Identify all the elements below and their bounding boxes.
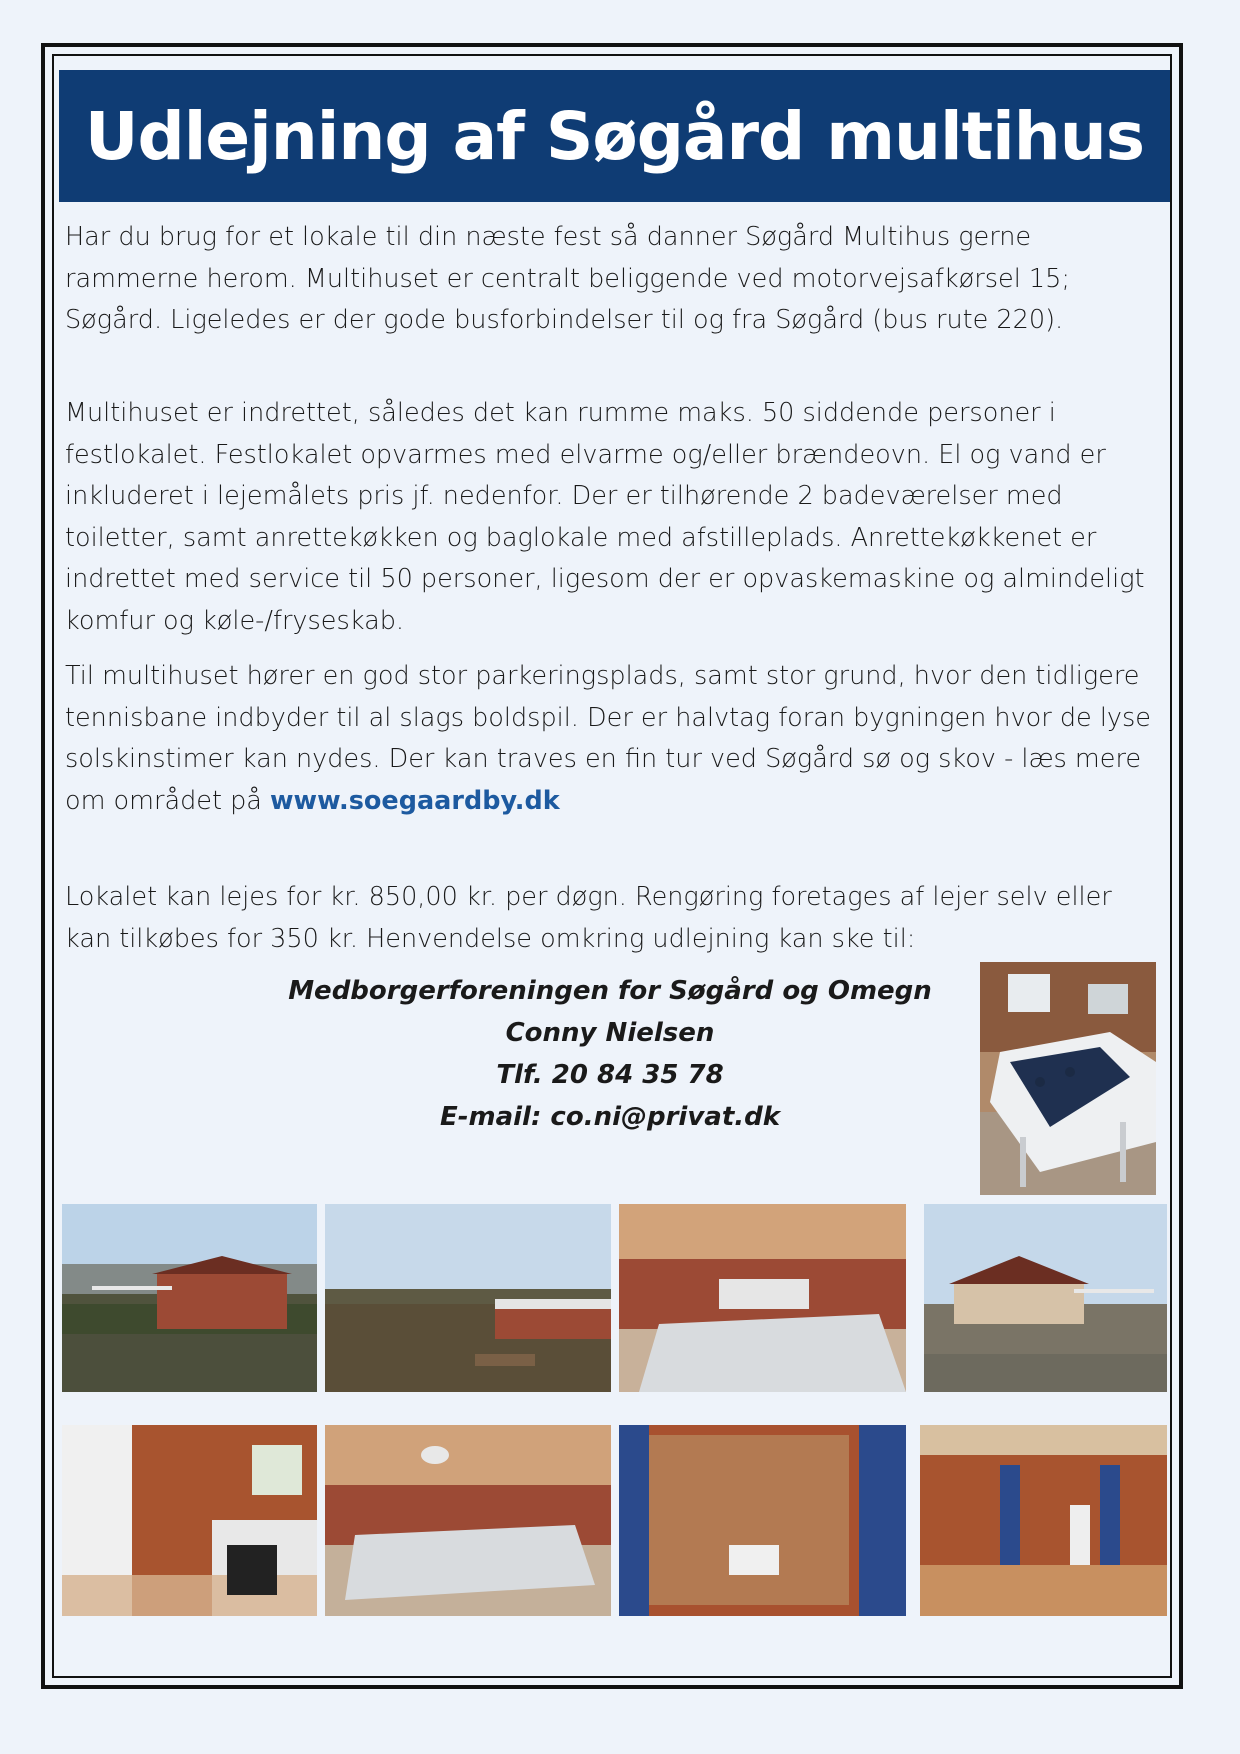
title-banner	[59, 70, 1170, 202]
website-link[interactable]: www.soegaardby.dk	[270, 785, 560, 816]
facilities-paragraph: Multihuset er indrettet, således det kan rumme maks. 50 siddende personer i festlokalet. Festlokalet opvarmes med elvarme og/eller brændeovn. El og vand er inkluderet i lejemålets pris jf. nedenfor. Der er tilhørende 2 badeværelser med toiletter, samt anrettekøkken og baglokale med afstilleplads. Anrettekøkkenet er indrettet med service til 50 personer, ligesom der er opvaskemaskine og almindeligt komfur og køle-/fryseskab.	[65, 398, 1145, 636]
photo-hall-chairs	[619, 1204, 906, 1392]
surroundings-paragraph	[65, 656, 1165, 822]
photo-party-tables	[980, 962, 1156, 1195]
intro-paragraph: Har du brug for et lokale til din næste fest så danner Søgård Multihus gerne rammerne herom. Multihuset er centralt beliggende ved motorvejsafkørsel 15; Søgård. Ligeledes er der gode busforbindelser til og fra Søgård (bus rute 220).	[65, 222, 1070, 335]
surroundings-text: Til multihuset hører en god stor parkeringsplads, samt stor grund, hvor den tidligere tennisbane indbyder til al slags boldspil. Der er halvtag foran bygningen hvor de lyse solskinstimer kan nydes. Der kan traves en fin tur ved Søgård sø og skov - læs mere om området på	[65, 661, 1151, 816]
contact-phone[interactable]: Tlf. 20 84 35 78	[496, 1060, 724, 1090]
photo-bathroom	[619, 1425, 906, 1616]
contact-organization: Medborgerforeningen for Søgård og Omegn	[288, 976, 932, 1006]
contact-email[interactable]: E-mail: co.ni@privat.dk	[439, 1102, 781, 1132]
page-title: Udlejning af Søgård multihus	[84, 97, 1145, 175]
photo-grounds	[325, 1204, 611, 1392]
photo-hall-room	[325, 1425, 611, 1616]
price-paragraph: Lokalet kan lejes for kr. 850,00 kr. per døgn. Rengøring foretages af lejer selv eller kan tilkøbes for 350 kr. Henvendelse omkring udlejning kan ske til:	[65, 882, 1112, 954]
photo-hallway	[920, 1425, 1167, 1616]
photo-exterior-2	[924, 1204, 1167, 1392]
contact-name: Conny Nielsen	[505, 1018, 715, 1048]
photo-kitchen	[62, 1425, 317, 1616]
contact-block	[210, 970, 1010, 1138]
photo-exterior-1	[62, 1204, 317, 1392]
